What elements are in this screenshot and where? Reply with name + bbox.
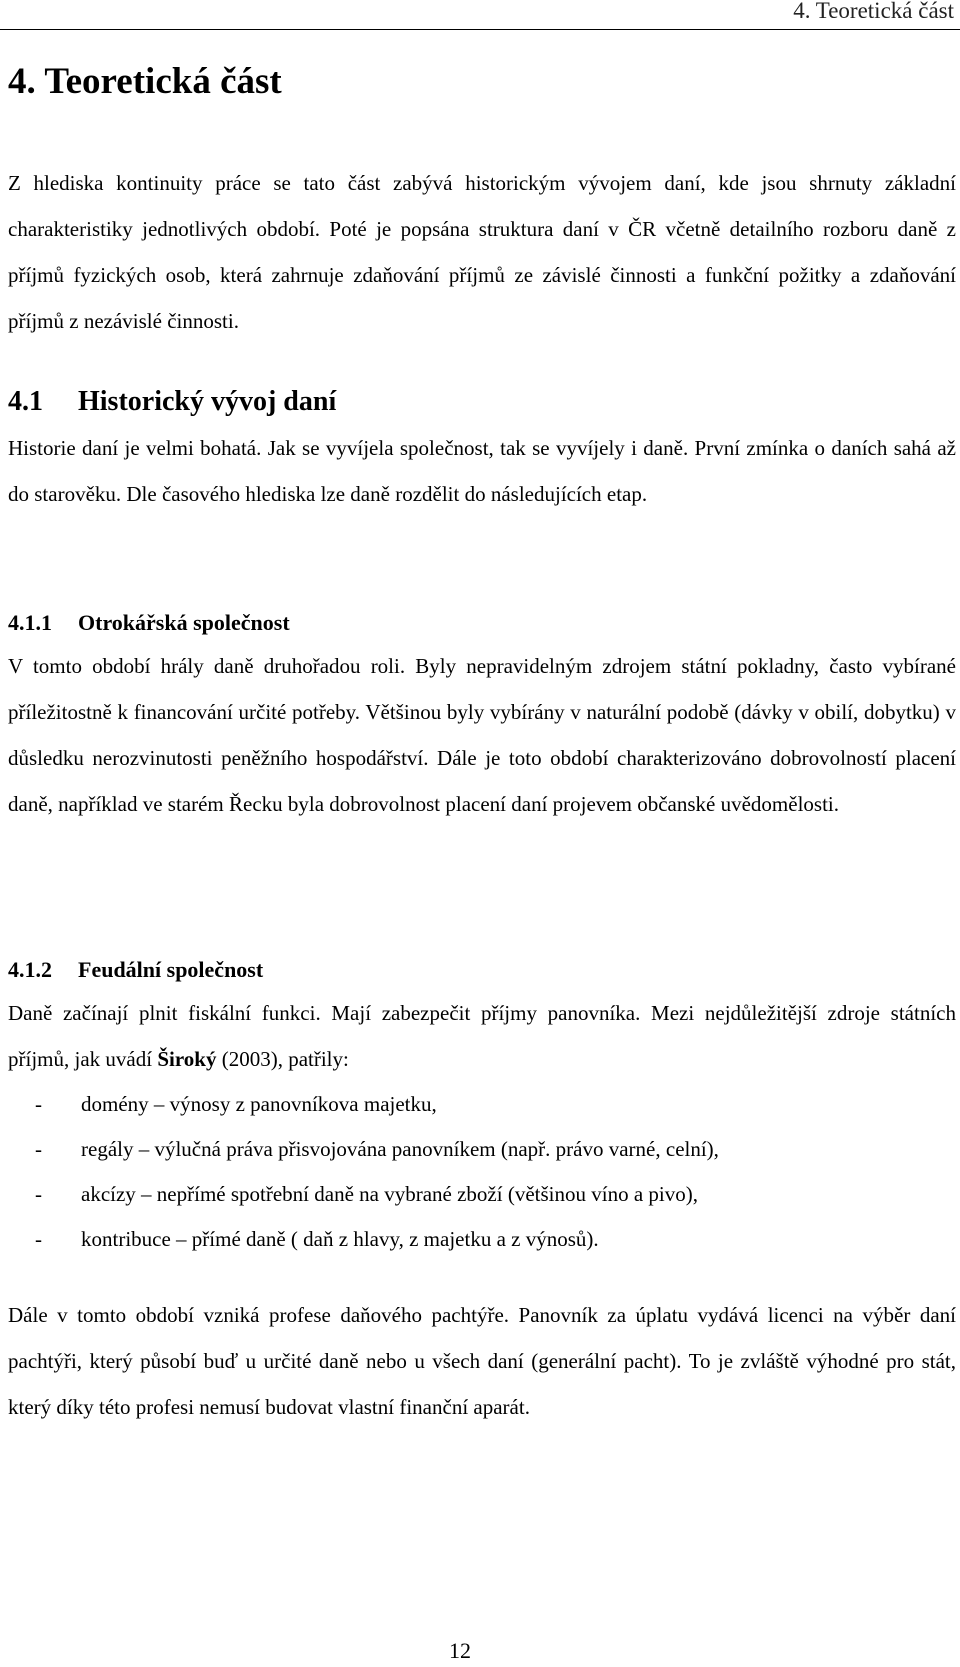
list-dash: - [35, 1092, 42, 1116]
chapter-title: 4. Teoretická část [8, 61, 282, 102]
section-number: 4.1.2 [8, 957, 52, 982]
list-dash: - [35, 1137, 42, 1161]
section-title: Historický vývoj daní [78, 386, 337, 417]
section-heading-4-1 [8, 385, 336, 419]
page-number: 12 [449, 1638, 471, 1663]
section-title: Otrokářská společnost [78, 610, 290, 635]
cited-author: Široký [157, 1047, 217, 1071]
list-item: - domény – výnosy z panovníkova majetku, [8, 1082, 956, 1127]
section-heading-4-1-1 [8, 609, 290, 637]
section-title: Feudální společnost [78, 957, 264, 982]
paragraph-text: (2003), patřily: [216, 1047, 349, 1071]
header-rule [0, 29, 960, 30]
list-item: - akcízy – nepřímé spotřební daně na vybrané zboží (většinou víno a pivo), [8, 1172, 956, 1217]
list-dash: - [35, 1182, 42, 1206]
section-4-1-2-paragraph [8, 990, 956, 1082]
running-header: 4. Teoretická část [793, 0, 954, 23]
list-dash: - [35, 1227, 42, 1251]
section-4-1-1-paragraph: V tomto období hrály daně druhořadou roli. Byly nepravidelným zdrojem státní pokladny, často vybírané příležitostně k financování určité potřeby. Většinou byly vybírány v naturální podobě (dávky v obilí, dobytku) v důsledku nerozvinutosti peněžního hospodářství. Dále je toto období charakterizováno dobrovolností placení daně, například ve starém Řecku byla dobrovolnost placení daní projevem občanské uvědomělosti. [8, 654, 956, 816]
intro-paragraph: Z hlediska kontinuity práce se tato část zabývá historickým vývojem daní, kde jsou shrnuty základní charakteristiky jednotlivých období. Poté je popsána struktura daní v ČR včetně detailního rozboru daně z příjmů fyzických osob, která zahrnuje zdaňování příjmů ze závislé činnosti a funkční požitky a zdaňování příjmů z nezávislé činnosti. [8, 171, 956, 333]
list-item: - kontribuce – přímé daně ( daň z hlavy, z majetku a z výnosů). [8, 1217, 956, 1262]
section-heading-4-1-2 [8, 956, 263, 984]
section-4-1-paragraph: Historie daní je velmi bohatá. Jak se vyvíjela společnost, tak se vyvíjely i daně. První zmínka o daních sahá až do starověku. Dle časového hlediska lze daně rozdělit do následujících etap. [8, 436, 956, 506]
paragraph-text: Daně začínají plnit fiskální funkci. Mají zabezpečit příjmy panovníka. Mezi nejdůležitější zdroje státních příjmů, jak uvádí [8, 1001, 956, 1071]
section-number: 4.1.1 [8, 610, 52, 635]
section-4-1-2-paragraph-2: Dále v tomto období vzniká profese daňového pachtýře. Panovník za úplatu vydává licenci na výběr daní pachtýři, který působí buď u určité daně nebo u všech daní (generální pacht). To je zvláště výhodné pro stát, který díky této profesi nemusí budovat vlastní finanční aparát. [8, 1303, 956, 1419]
list-item: - regály – výlučná práva přisvojována panovníkem (např. právo varné, celní), [8, 1127, 956, 1172]
revenue-sources-list [8, 1082, 956, 1262]
section-number: 4.1 [8, 386, 43, 417]
